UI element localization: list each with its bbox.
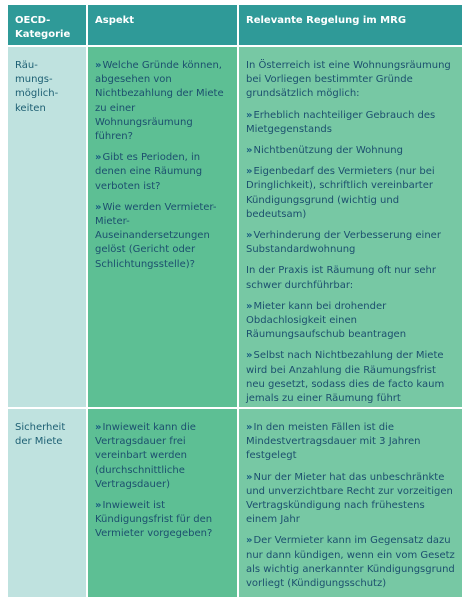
regulation-cell-raeumung — [239, 47, 462, 407]
aspect-item: » Inwieweit kann die Vertragsdauer frei vereinbart werden (durchschnittliche Vertragsdauer) — [95, 422, 196, 490]
regulation-point: » Verhinderung der Verbesserung einer Substandardwohnung — [246, 230, 441, 256]
regulation-intro: In Österreich ist eine Wohnungsräumung bei Vorliegen bestimmter Gründe grundsätzlich möglich: — [246, 60, 451, 100]
oecd-table — [8, 5, 462, 597]
bullet-marker: » — [95, 422, 100, 433]
regulation-practice-point: » Selbst nach Nichtbezahlung der Miete wird bei Anzahlung die Räumungsfrist neu gesetzt, sodass dies de facto kaum jemals zu einer Räumung führt — [246, 350, 445, 405]
bullet-marker: » — [95, 201, 100, 213]
bullet-marker: » — [246, 166, 251, 178]
bullet-marker: » — [95, 500, 100, 512]
regulation-practice: In der Praxis ist Räumung oft nur sehr schwer durchführbar: — [246, 265, 436, 291]
header-regelung: Relevante Regelung im MRG — [239, 5, 462, 45]
header-aspekt: Aspekt — [88, 5, 237, 45]
bullet-marker: » — [95, 60, 100, 71]
regulation-point: » Eigenbedarf des Vermieters (nur bei Dringlichkeit), schriftlich vereinbarter Kündigungsgrund (wichtig und bedeutsam) — [246, 166, 435, 220]
regulation-point: » Der Vermieter kann im Gegensatz dazu nur dann kündigen, wenn ein vom Gesetz als wichtig anerkannter Kündigungsgrund vorliegt (Kündigungsschutz) — [246, 535, 455, 590]
category-raeumungsmoeglichkeiten: Räu- mungs- möglich- keiten — [8, 47, 86, 407]
bullet-marker: » — [246, 350, 251, 362]
aspect-cell-sicherheit — [88, 409, 237, 597]
regulation-point: » In den meisten Fällen ist die Mindestvertragsdauer mit 3 Jahren festgelegt — [246, 422, 421, 462]
regulation-practice-point: » Mieter kann bei drohender Obdachlosigkeit einen Räumungsaufschub beantragen — [246, 300, 407, 341]
aspect-cell-raeumung — [88, 47, 237, 407]
aspect-item: » Welche Gründe können, abgesehen von Nichtbezahlung der Miete zu einer Wohnungsräumung führen? — [95, 60, 224, 143]
regulation-point: » Erheblich nachteiliger Gebrauch des Mietgegenstands — [246, 109, 436, 135]
bullet-marker: » — [246, 145, 251, 157]
regulation-cell-sicherheit — [239, 409, 462, 597]
bullet-marker: » — [246, 109, 251, 121]
bullet-marker: » — [95, 152, 100, 164]
aspect-item: » Gibt es Perioden, in denen eine Räumung verboten ist? — [95, 152, 203, 192]
aspect-item: » Wie werden Vermieter-Mieter-Auseinandersetzungen gelöst (Gericht oder Schlichtungsstelle)? — [95, 201, 217, 270]
header-oecd-kategorie: OECD- Kategorie — [8, 5, 86, 45]
bullet-marker: » — [246, 471, 251, 483]
bullet-marker: » — [246, 535, 251, 547]
regulation-point: » Nichtbenützung der Wohnung — [246, 145, 403, 157]
bullet-marker: » — [246, 230, 251, 242]
bullet-marker: » — [246, 300, 251, 312]
regulation-point: » Nur der Mieter hat das unbeschränkte und unverzichtbare Recht zur vorzeitigen Vertragskündigung nach frühestens einem Jahr — [246, 471, 453, 526]
aspect-item: » Inwieweit ist Kündigungsfrist für den Vermieter vorgegeben? — [95, 500, 213, 540]
category-sicherheit-der-miete: Sicherheit der Miete — [8, 409, 86, 597]
bullet-marker: » — [246, 422, 251, 433]
